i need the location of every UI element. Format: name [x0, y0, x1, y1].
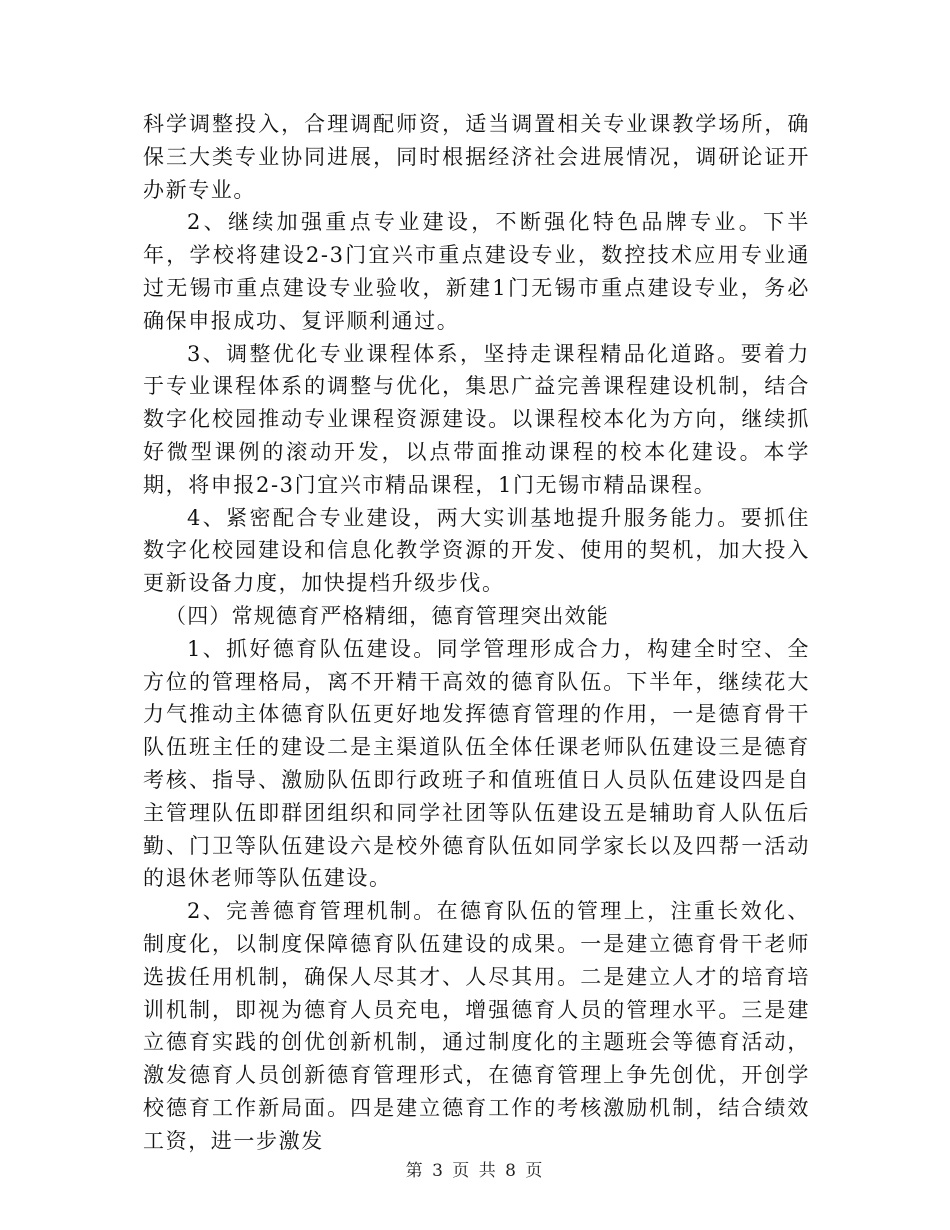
page-number-footer: 第 3 页 共 8 页: [405, 1161, 545, 1181]
paragraph-moral-team: 1、抓好德育队伍建设。同学管理形成合力，构建全时空、全方位的管理格局，离不开精干高效的德育队伍。下半年，继续花大力气推动主体德育队伍更好地发挥德育管理的作用，一是德育骨干队伍班主任的建设二是主渠道队伍全体任课老师队伍建设三是德育考核、指导、激励队伍即行政班子和值班值日人员队伍建设四是自主管理队伍即群团组织和同学社团等队伍建设五是辅助育人队伍后勤、门卫等队伍建设六是校外德育队伍如同学家长以及四帮一活动的退休老师等队伍建设。: [143, 636, 810, 891]
section-heading: （四）常规德育严格精细，德育管理突出效能: [165, 603, 609, 628]
paragraph-curriculum: 3、调整优化专业课程体系，坚持走课程精品化道路。要着力于专业课程体系的调整与优化，集思广益完善课程建设机制，结合数字化校园推动专业课程资源建设。以课程校本化为方向，继续抓好微型课例的滚动开发，以点带面推动课程的校本化建设。本学期，将申报2-3门宜兴市精品课程，1门无锡市精品课程。: [143, 341, 810, 497]
paragraph-training-bases: 4、紧密配合专业建设，两大实训基地提升服务能力。要抓住数字化校园建设和信息化教学资源的开发、使用的契机，加大投入更新设备力度，加快提档升级步伐。: [143, 505, 810, 596]
paragraph-moral-mechanism: 2、完善德育管理机制。在德育队伍的管理上，注重长效化、制度化，以制度保障德育队伍建设的成果。一是建立德育骨干老师选拔任用机制，确保人尽其才、人尽其用。二是建立人才的培育培训机制，即视为德育人员充电，增强德育人员的管理水平。三是建立德育实践的创优创新机制，通过制度化的主题班会等德育活动，激发德育人员创新德育管理形式，在德育管理上争先创优，开创学校德育工作新局面。四是建立德育工作的考核激励机制，结合绩效工资，进一步激发: [143, 899, 810, 1153]
document-body: [143, 108, 810, 1158]
paragraph-key-majors: 2、继续加强重点专业建设，不断强化特色品牌专业。下半年，学校将建设2-3门宜兴市重点建设专业，数控技术应用专业通过无锡市重点建设专业验收，新建1门无锡市重点建设专业，务必确保申报成功、复评顺利通过。: [143, 210, 810, 333]
paragraph-continued: 科学调整投入，合理调配师资，适当调置相关专业课教学场所，确保三大类专业协同进展，同时根据经济社会进展情况，调研论证开办新专业。: [143, 112, 810, 202]
